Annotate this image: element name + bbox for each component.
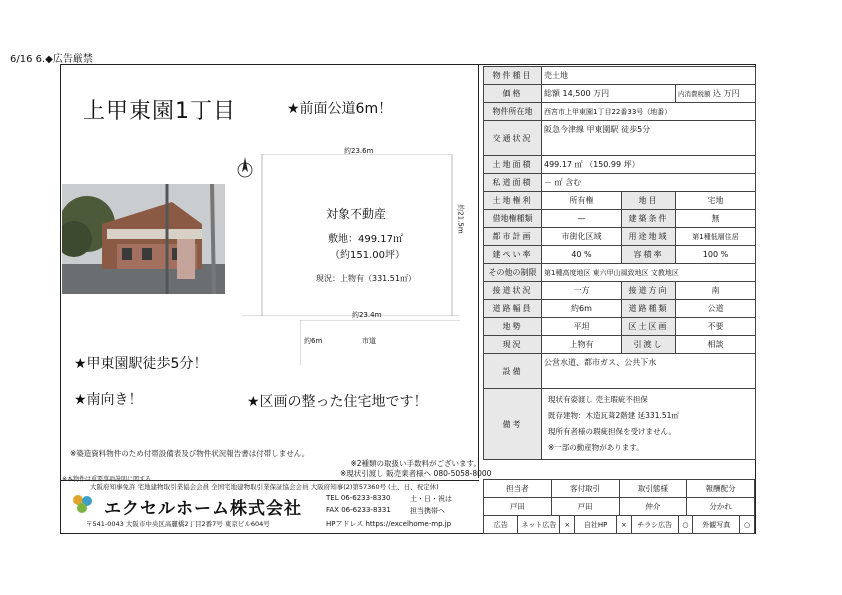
ads-row xyxy=(484,516,755,534)
property-title: 上甲東園1丁目 xyxy=(83,99,236,124)
spec-row-other xyxy=(484,264,756,282)
ads-flyer-mark: ○ xyxy=(678,516,693,534)
ads-hp-label: 自社HP xyxy=(575,516,617,534)
spec-value: 100 % xyxy=(676,246,756,264)
spec-value: 平坦 xyxy=(542,318,622,336)
agent-header-agent: 客付取引 xyxy=(551,480,619,498)
company-holiday-2: 担当携帯へ xyxy=(410,507,445,515)
spec-row-traffic xyxy=(484,121,756,156)
spec-table xyxy=(483,66,756,460)
confirm-note xyxy=(340,459,491,479)
road-width-label: 約6m xyxy=(304,337,323,345)
ads-flyer-label: チラシ広告 xyxy=(631,516,678,534)
spec-label: 借地権種類 xyxy=(484,210,542,228)
spec-value: 一方 xyxy=(542,282,622,300)
spec-value: 上物有 xyxy=(542,336,622,354)
remarks-line-2: 既存建物：木造瓦葺2階建 延331.51㎡ xyxy=(548,411,679,420)
spec-label: 現況 xyxy=(484,336,542,354)
spec-value: 第1種高度地区 東六甲山風致地区 文教地区 xyxy=(542,264,756,282)
plot-dim-bottom: 約23.4m xyxy=(352,311,382,319)
confirm-note-line-2: ※現状引渡し 販売業者様へ 080-5058-8000 xyxy=(340,469,492,478)
plot-current-line: 現況：上物有（331.51㎡） xyxy=(316,274,416,283)
spec-row-road xyxy=(484,282,756,300)
highlight-station: ★甲東園駅徒歩5分！ xyxy=(74,356,208,372)
plot-area-line: 敷地：499.17㎡ xyxy=(328,234,403,245)
spec-value: 公道 xyxy=(676,300,756,318)
plot-dim-top: 約23.6m xyxy=(344,147,374,155)
ads-table xyxy=(483,515,755,534)
road-type-label: 市道 xyxy=(362,337,376,345)
spec-label: 容積率 xyxy=(622,246,676,264)
spec-row-price xyxy=(484,85,756,103)
agent-value-row xyxy=(484,498,755,516)
plot-tsubo-line: （約151.00坪） xyxy=(330,250,405,261)
road-diagram xyxy=(300,320,460,365)
spec-value: － ㎡ 含む xyxy=(542,174,756,192)
property-photo xyxy=(62,184,225,294)
spec-value: 第1種低層住居 xyxy=(676,228,756,246)
company-license-line: 大阪府知事免許 宅地建物取引業協会会員 全国宅地建物取引業保証協会会員 大阪府知事(2)第57360号 (土、日、祝定休) xyxy=(90,483,439,491)
spec-label: 土地権利 xyxy=(484,192,542,210)
company-fax: FAX 06-6233-8331 xyxy=(326,506,391,514)
remarks-line-1: 現状有姿渡し 売主瑕疵不担保 xyxy=(548,395,648,404)
spec-value: 公営水道、都市ガス、公共下水 xyxy=(542,354,756,389)
agent-value-person: 戸田 xyxy=(484,498,552,516)
spec-value: 約6m xyxy=(542,300,622,318)
spec-row-location xyxy=(484,103,756,121)
ads-hp-mark: × xyxy=(617,516,632,534)
spec-value: 499.17 ㎡ （150.99 坪） xyxy=(542,156,756,174)
spec-value: 売土地 xyxy=(542,67,756,85)
ads-label: 広告 xyxy=(484,516,518,534)
spec-value: 所有権 xyxy=(542,192,622,210)
spec-label: 接道状況 xyxy=(484,282,542,300)
spec-row-status xyxy=(484,336,756,354)
spec-label: 建ぺい率 xyxy=(484,246,542,264)
spec-row-lease xyxy=(484,210,756,228)
highlight-lot: ★区画の整った住宅地です！ xyxy=(247,394,428,410)
spec-value: 西宮市上甲東園1丁目22番33号（地番） xyxy=(542,103,756,121)
tiny-note: ※本物件は重要事項説明に関する… xyxy=(62,476,158,483)
spec-label: 備考 xyxy=(484,389,542,460)
spec-tax xyxy=(676,85,756,103)
spec-label: 用途地域 xyxy=(622,228,676,246)
plot-dim-right: 約21.5m xyxy=(456,204,465,234)
spec-label: 私道面積 xyxy=(484,174,542,192)
company-logo-icon xyxy=(68,492,98,520)
spec-row-city xyxy=(484,228,756,246)
spec-label: 地勢 xyxy=(484,318,542,336)
spec-label: 地目 xyxy=(622,192,676,210)
spec-label: 道路幅員 xyxy=(484,300,542,318)
tax-value: 込 万円 xyxy=(713,89,740,98)
tax-label: 内消費税額 xyxy=(678,90,711,98)
spec-label: 設備 xyxy=(484,354,542,389)
spec-value: 市街化区域 xyxy=(542,228,622,246)
agent-header-row xyxy=(484,480,755,498)
spec-label: 交通状況 xyxy=(484,121,542,156)
equipment-note: ※築造資料物件のため付帯設備表及び物件状況報告書は付帯しません。 xyxy=(70,449,310,458)
company-tel: TEL 06-6233-8330 xyxy=(326,494,391,502)
spec-row-facility xyxy=(484,354,756,389)
spec-row-width xyxy=(484,300,756,318)
highlight-south: ★南向き！ xyxy=(74,392,143,408)
ads-photo-label: 外観写真 xyxy=(693,516,740,534)
spec-row-area xyxy=(484,156,756,174)
remarks-line-4: ※一部の動産物があります。 xyxy=(548,443,644,452)
plot-target-label: 対象不動産 xyxy=(326,207,387,221)
agent-header-fee: 報酬配分 xyxy=(687,480,755,498)
header-date-line: 6/16 6.◆広告厳禁 xyxy=(10,54,93,65)
spec-value: 40 % xyxy=(542,246,622,264)
spec-value: 相談 xyxy=(676,336,756,354)
remarks-line-3: 現所有者様の瑕疵担保を受けません。 xyxy=(548,427,676,436)
spec-value: 南 xyxy=(676,282,756,300)
company-address: 〒541-0043 大阪市中央区高麗橋2丁目2番7号 東京ビル604号 xyxy=(86,520,270,528)
ads-net-label: ネット広告 xyxy=(518,516,560,534)
ads-net-mark: × xyxy=(560,516,575,534)
spec-label: 物件所在地 xyxy=(484,103,542,121)
agent-header-sub: 取引態様 xyxy=(619,480,687,498)
spec-row-ratio xyxy=(484,246,756,264)
company-holiday-1: 土・日・祝は xyxy=(410,495,452,503)
ads-photo-mark: ○ xyxy=(740,516,755,534)
agent-header-person: 担当者 xyxy=(484,480,552,498)
highlight-road: ★前面公道6m！ xyxy=(287,101,393,117)
company-web: HPアドレス https://excelhome-mp.jp xyxy=(326,520,452,528)
spec-label: 接道方向 xyxy=(622,282,676,300)
confirm-note-line-1: ※2種類の取扱い手数料がございます。 xyxy=(350,459,481,468)
company-name: エクセルホーム株式会社 xyxy=(104,499,302,519)
remarks-block xyxy=(542,389,756,460)
spec-row-type xyxy=(484,67,756,85)
agent-value-agent: 戸田 xyxy=(551,498,619,516)
spec-label: 建築条件 xyxy=(622,210,676,228)
spec-label: 都市計画 xyxy=(484,228,542,246)
spec-label: 区土区画 xyxy=(622,318,676,336)
spec-row-rights xyxy=(484,192,756,210)
spec-value: — xyxy=(542,210,622,228)
spec-label: 道路種類 xyxy=(622,300,676,318)
spec-label: 価格 xyxy=(484,85,542,103)
agent-value-fee: 分かれ xyxy=(687,498,755,516)
spec-label: 物件種目 xyxy=(484,67,542,85)
spec-label: 引渡し xyxy=(622,336,676,354)
spec-value: 宅地 xyxy=(676,192,756,210)
spec-label: 土地面積 xyxy=(484,156,542,174)
agent-value-sub: 仲介 xyxy=(619,498,687,516)
spec-value: 総額 14,500 万円 xyxy=(542,85,676,103)
spec-row-terrain xyxy=(484,318,756,336)
spec-row-remarks xyxy=(484,389,756,460)
spec-value: 無 xyxy=(676,210,756,228)
agent-table xyxy=(483,479,755,516)
spec-value: 阪急今津線 甲東園駅 徒歩5分 xyxy=(542,121,756,156)
spec-row-private xyxy=(484,174,756,192)
spec-label: その他の制限 xyxy=(484,264,542,282)
spec-value: 不要 xyxy=(676,318,756,336)
